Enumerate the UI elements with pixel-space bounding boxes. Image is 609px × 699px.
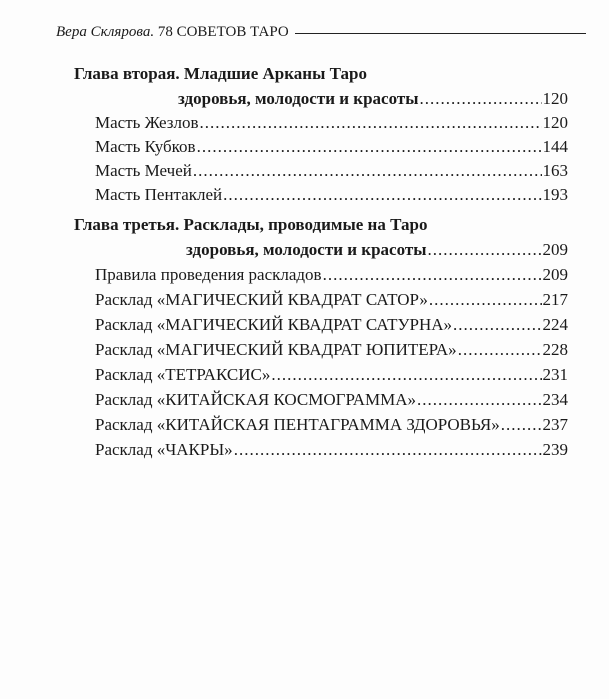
toc-item[interactable] <box>95 315 568 335</box>
page-number: 228 <box>542 340 568 359</box>
chapter-3-title-line2: здоровья, молодости и красоты <box>186 240 427 259</box>
leader-dots <box>427 240 541 260</box>
leader-dots <box>223 185 541 205</box>
toc-item[interactable] <box>95 161 568 181</box>
toc-item[interactable] <box>95 440 568 460</box>
page-number: 209 <box>542 240 568 259</box>
toc-item-label: Масть Жезлов <box>95 113 199 132</box>
chapter-2-title-line1: Глава вторая. Младшие Арканы Таро <box>74 64 367 83</box>
toc-item[interactable] <box>95 365 568 385</box>
page-number: 193 <box>542 185 568 204</box>
page-number: 209 <box>542 265 568 284</box>
leader-dots <box>197 137 542 157</box>
toc-item-label: Расклад «ТЕТРАКСИС» <box>95 365 271 384</box>
toc-item[interactable] <box>95 137 568 157</box>
chapter-3-title-line1: Глава третья. Расклады, проводимые на Таро <box>74 215 428 234</box>
leader-dots <box>429 290 542 310</box>
page-number: 120 <box>542 113 568 132</box>
toc-item[interactable] <box>95 265 568 285</box>
toc-item-label: Расклад «КИТАЙСКАЯ ПЕНТАГРАММА ЗДОРОВЬЯ» <box>95 415 500 434</box>
leader-dots <box>453 315 541 335</box>
leader-dots <box>323 265 542 285</box>
toc-item-label: Расклад «ЧАКРЫ» <box>95 440 233 459</box>
page-number: 144 <box>542 137 568 156</box>
toc-item-label: Правила проведения раскладов <box>95 265 322 284</box>
toc-item-label: Масть Мечей <box>95 161 192 180</box>
page-number: 239 <box>542 440 568 459</box>
header-author: Вера Склярова. <box>56 23 155 40</box>
toc-item[interactable] <box>95 390 568 410</box>
page-number: 237 <box>542 415 568 434</box>
page-number: 217 <box>542 290 568 309</box>
toc-item[interactable] <box>95 113 568 133</box>
toc-item[interactable] <box>95 290 568 310</box>
toc-item-label: Расклад «МАГИЧЕСКИЙ КВАДРАТ САТОР» <box>95 290 428 309</box>
page-number: 234 <box>542 390 568 409</box>
page-number: 163 <box>542 161 568 180</box>
chapter-2-entry[interactable] <box>178 89 568 109</box>
toc-item[interactable] <box>95 340 568 360</box>
toc-item-label: Расклад «МАГИЧЕСКИЙ КВАДРАТ САТУРНА» <box>95 315 453 334</box>
page-number: 224 <box>542 315 568 334</box>
toc-item[interactable] <box>95 415 568 435</box>
chapter-2-title-line2: здоровья, молодости и красоты <box>178 89 419 108</box>
leader-dots <box>419 89 541 109</box>
toc-item-label: Масть Кубков <box>95 137 196 156</box>
page-number: 120 <box>542 89 568 108</box>
toc-item-label: Расклад «КИТАЙСКАЯ КОСМОГРАММА» <box>95 390 417 409</box>
toc-item[interactable] <box>95 185 568 205</box>
chapter-3-entry[interactable] <box>186 240 568 260</box>
toc-item-label: Масть Пентаклей <box>95 185 223 204</box>
leader-dots <box>193 161 542 181</box>
leader-dots <box>501 415 542 435</box>
toc-item-label: Расклад «МАГИЧЕСКИЙ КВАДРАТ ЮПИТЕРА» <box>95 340 457 359</box>
header-book-title: 78 СОВЕТОВ ТАРО <box>157 23 289 40</box>
leader-dots <box>271 365 541 385</box>
page-number: 231 <box>542 365 568 384</box>
leader-dots <box>200 113 542 133</box>
leader-dots <box>417 390 541 410</box>
leader-dots <box>458 340 542 360</box>
leader-dots <box>234 440 542 460</box>
